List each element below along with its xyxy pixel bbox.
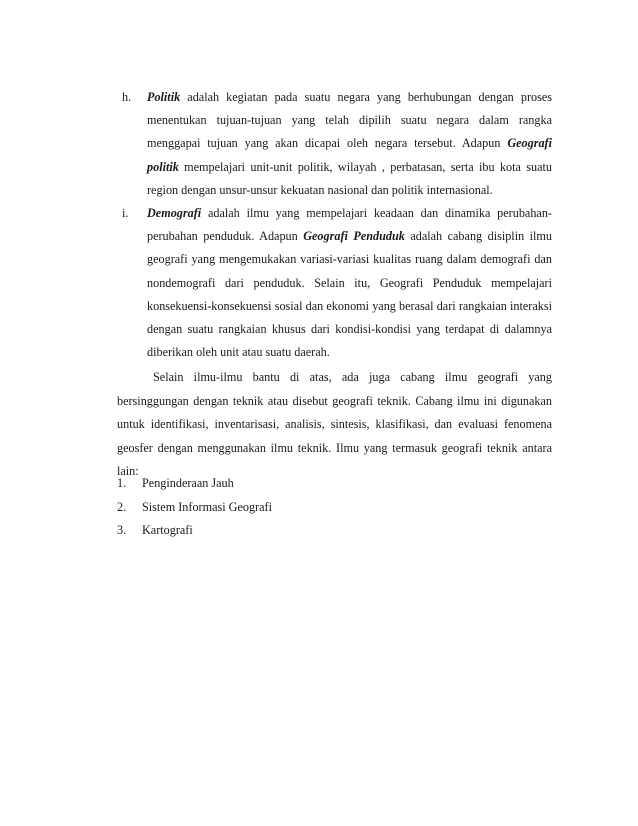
list-marker: h.	[122, 90, 132, 104]
list-item-demografi	[122, 202, 552, 364]
definition-text: adalah kegiatan pada suatu negara yang berhubungan dengan proses menentukan tujuan-tujuan yang telah dipilih suatu negara dalam rangka menggapai tujuan yang akan dicapai oleh negara tersebut. Adapun	[147, 90, 552, 151]
list-item-politik	[122, 86, 552, 202]
list-item-text: Kartografi	[142, 523, 193, 538]
list-item	[117, 496, 272, 520]
list-marker: i.	[122, 206, 129, 221]
numbered-list	[117, 472, 272, 543]
list-number: 3.	[117, 523, 127, 538]
lettered-list	[122, 86, 552, 364]
list-item-text: Sistem Informasi Geografi	[142, 499, 272, 514]
definition-text: mempelajari unit-unit politik, wilayah , perbatasan, serta ibu kota suatu region dengan unsur-unsur kekuatan nasional dan politik internasional.	[147, 159, 552, 197]
body-paragraph: Selain ilmu-ilmu bantu di atas, ada juga cabang ilmu geografi yang bersinggungan dengan teknik atau disebut geografi teknik. Cabang ilmu ini digunakan untuk identifikasi, inventarisasi, analisis, sintesis, klasifikasi, dan evaluasi fenomena geosfer dengan menggunakan ilmu teknik. Ilmu yang termasuk geografi teknik antara lain:	[117, 370, 552, 479]
definition-text: adalah ilmu yang mempelajari keadaan dan dinamika perubahan-perubahan penduduk. Adapun	[147, 206, 552, 244]
list-item-text: Penginderaan Jauh	[142, 476, 234, 490]
term-geografi-politik: Geografi politik	[147, 136, 552, 174]
list-number: 2.	[117, 499, 127, 514]
list-number: 1.	[117, 476, 127, 490]
list-item	[117, 472, 272, 496]
definition-text: adalah cabang disiplin ilmu geografi yang mengemukakan variasi-variasi kualitas ruang dalam demografi dan nondemografi dari penduduk. Selain itu, Geografi Penduduk mempelajari konsekuensi-konsekuensi sosial dan ekonomi yang berasal dari rangkaian interaksi dengan suatu rangkaian khusus dari kondisi-kondisi yang terdapat di dalamnya diberikan oleh unit atau suatu daerah.	[147, 229, 552, 360]
list-item	[117, 519, 272, 543]
term-geografi-penduduk: Geografi Penduduk	[303, 229, 405, 244]
term-demografi: Demografi	[147, 206, 202, 221]
term-politik: Politik	[147, 90, 181, 104]
